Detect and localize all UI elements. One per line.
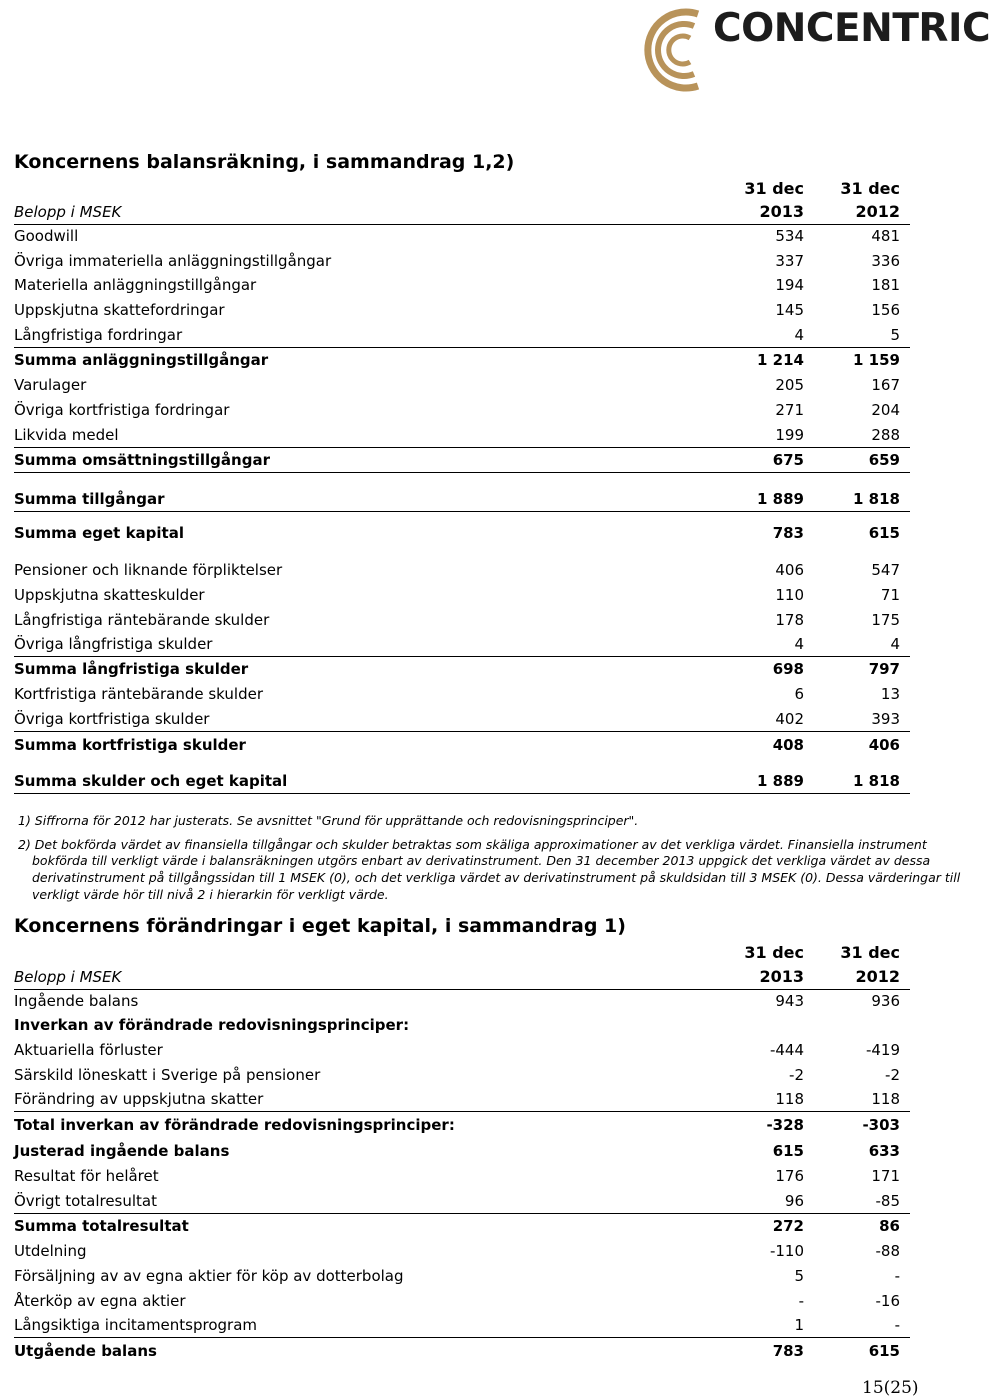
row-label: Materiella anläggningstillgångar — [14, 276, 257, 294]
value-2013: -110 — [769, 1242, 804, 1260]
equity-row — [14, 1239, 910, 1263]
equity-header-month — [14, 941, 910, 965]
equity-header-year-2012: 2012 — [855, 967, 900, 986]
balance-note-2-line-2: bokförda till verkligt värde i balansräkningen utgörs enbart av derivatinstrument. Den 31 december 2013 uppgick det verkliga värdet av dessa — [32, 853, 931, 868]
value-2013: 402 — [775, 710, 804, 728]
balance-note-1: 1) Siffrorna för 2012 har justerats. Se avsnittet "Grund för upprättande och redovisningsprinciper". — [18, 813, 639, 828]
row-label: Kortfristiga räntebärande skulder — [14, 685, 263, 703]
balance-caption-unit: Belopp i MSEK — [14, 203, 122, 221]
value-2013: 178 — [775, 611, 804, 629]
value-2013: 783 — [772, 524, 804, 542]
row-label: Långsiktiga incitamentsprogram — [14, 1316, 258, 1334]
equity-header-caption — [14, 965, 910, 990]
value-2013: 1 889 — [757, 772, 804, 790]
balance-row — [14, 682, 910, 706]
value-2013: 176 — [775, 1167, 804, 1185]
balance-row — [14, 583, 910, 607]
row-label: Utgående balans — [14, 1342, 157, 1360]
row-label: Långfristiga fordringar — [14, 326, 183, 344]
balance-header-month-2013: 31 dec — [744, 179, 804, 198]
balance-row — [14, 487, 910, 512]
row-label: Utdelning — [14, 1242, 87, 1260]
value-2012: -303 — [862, 1116, 900, 1134]
equity-row — [14, 1038, 910, 1062]
equity-row — [14, 1214, 910, 1238]
row-label: Goodwill — [14, 227, 79, 245]
balance-row — [14, 707, 910, 732]
row-label: Summa skulder och eget kapital — [14, 772, 288, 790]
value-2013: 675 — [772, 451, 804, 469]
equity-row — [14, 1113, 910, 1137]
balance-row — [14, 398, 910, 422]
row-label: Likvida medel — [14, 426, 119, 444]
row-label: Summa tillgångar — [14, 490, 165, 508]
logo-wordmark: CONCENTRIC — [713, 6, 990, 51]
equity-row — [14, 1164, 910, 1188]
row-label: Summa eget kapital — [14, 524, 184, 542]
row-label: Resultat för helåret — [14, 1167, 159, 1185]
value-2013: -328 — [766, 1116, 804, 1134]
value-2013: -444 — [769, 1041, 804, 1059]
balance-header-month-2012: 31 dec — [840, 179, 900, 198]
value-2012: 615 — [868, 1342, 900, 1360]
row-label: Summa kortfristiga skulder — [14, 736, 246, 754]
equity-row — [14, 1087, 910, 1112]
equity-row — [14, 1139, 910, 1163]
balance-header-year-2012: 2012 — [855, 202, 900, 221]
equity-row — [14, 1289, 910, 1313]
balance-row — [14, 298, 910, 322]
concentric-logo — [636, 4, 990, 96]
value-2012: -85 — [875, 1192, 900, 1210]
equity-caption-unit: Belopp i MSEK — [14, 968, 122, 986]
value-2012: 13 — [880, 685, 900, 703]
value-2012: 547 — [871, 561, 900, 579]
value-2012: 118 — [871, 1090, 900, 1108]
value-2013: 96 — [784, 1192, 804, 1210]
value-2012: 156 — [871, 301, 900, 319]
row-label: Aktuariella förluster — [14, 1041, 163, 1059]
balance-row — [14, 249, 910, 273]
value-2012: 336 — [871, 252, 900, 270]
row-label: Summa anläggningstillgångar — [14, 351, 269, 369]
row-label: Total inverkan av förändrade redovisningsprinciper: — [14, 1116, 455, 1134]
row-label: Varulager — [14, 376, 87, 394]
value-2012: 5 — [890, 326, 900, 344]
value-2012: 393 — [871, 710, 900, 728]
value-2013: 615 — [772, 1142, 804, 1160]
value-2012: 1 818 — [853, 490, 900, 508]
value-2012: 659 — [868, 451, 900, 469]
balance-note-2-line-3: derivatinstrument på tillgångssidan till 1 MSEK (0), och det verkliga värdet av derivatinstrument på skuldsidan till 3 MSEK (0). Dessa värderingar till — [32, 870, 961, 885]
equity-row — [14, 1264, 910, 1288]
page-number: 15(25) — [862, 1378, 919, 1398]
value-2012: 204 — [871, 401, 900, 419]
balance-row — [14, 323, 910, 348]
equity-row — [14, 989, 910, 1013]
equity-row — [14, 1339, 910, 1363]
equity-row — [14, 1013, 910, 1037]
value-2012: 167 — [871, 376, 900, 394]
row-label: Förändring av uppskjutna skatter — [14, 1090, 264, 1108]
value-2013: 118 — [775, 1090, 804, 1108]
balance-header-month — [14, 177, 910, 201]
value-2012: 171 — [871, 1167, 900, 1185]
value-2012: -16 — [875, 1292, 900, 1310]
equity-header-month-2013: 31 dec — [744, 943, 804, 962]
equity-row — [14, 1189, 910, 1214]
value-2013: 4 — [794, 635, 804, 653]
value-2013: 534 — [775, 227, 804, 245]
equity-header-month-2012: 31 dec — [840, 943, 900, 962]
row-label: Övriga långfristiga skulder — [14, 635, 213, 653]
value-2013: 110 — [775, 586, 804, 604]
equity-changes-title: Koncernens förändringar i eget kapital, i sammandrag 1) — [14, 915, 626, 937]
value-2013: 4 — [794, 326, 804, 344]
value-2012: 4 — [890, 635, 900, 653]
balance-row — [14, 448, 910, 473]
value-2012: - — [894, 1316, 900, 1334]
value-2012: 1 818 — [853, 772, 900, 790]
row-label: Ingående balans — [14, 992, 139, 1010]
value-2012: 1 159 — [853, 351, 900, 369]
row-label: Summa omsättningstillgångar — [14, 451, 270, 469]
balance-row — [14, 348, 910, 372]
value-2013: 943 — [775, 992, 804, 1010]
value-2013: 271 — [775, 401, 804, 419]
value-2012: 288 — [871, 426, 900, 444]
value-2012: 481 — [871, 227, 900, 245]
value-2012: 71 — [880, 586, 900, 604]
value-2013: 205 — [775, 376, 804, 394]
value-2013: 6 — [794, 685, 804, 703]
balance-row — [14, 769, 910, 794]
value-2012: 86 — [879, 1217, 900, 1235]
value-2012: 406 — [868, 736, 900, 754]
row-label: Summa totalresultat — [14, 1217, 189, 1235]
value-2012: 936 — [871, 992, 900, 1010]
row-label: Summa långfristiga skulder — [14, 660, 249, 678]
balance-row — [14, 558, 910, 582]
balance-sheet-title: Koncernens balansräkning, i sammandrag 1,2) — [14, 151, 515, 173]
value-2012: 797 — [868, 660, 900, 678]
balance-row — [14, 657, 910, 681]
balance-row — [14, 521, 910, 545]
row-label: Övriga kortfristiga fordringar — [14, 401, 230, 419]
value-2013: 783 — [772, 1342, 804, 1360]
balance-row — [14, 423, 910, 448]
balance-header-year-2013: 2013 — [759, 202, 804, 221]
value-2012: 633 — [868, 1142, 900, 1160]
balance-row — [14, 733, 910, 757]
value-2013: 698 — [772, 660, 804, 678]
row-label: Justerad ingående balans — [14, 1142, 230, 1160]
row-label: Övrigt totalresultat — [14, 1192, 157, 1210]
balance-row — [14, 273, 910, 297]
value-2012: -2 — [885, 1066, 900, 1084]
value-2013: -2 — [789, 1066, 804, 1084]
value-2012: - — [894, 1267, 900, 1285]
balance-row — [14, 373, 910, 397]
value-2013: 272 — [772, 1217, 804, 1235]
row-label: Inverkan av förändrade redovisningsprinciper: — [14, 1016, 410, 1034]
value-2013: 406 — [775, 561, 804, 579]
row-label: Försäljning av av egna aktier för köp av dotterbolag — [14, 1267, 404, 1285]
value-2013: 408 — [772, 736, 804, 754]
equity-row — [14, 1063, 910, 1087]
value-2012: 175 — [871, 611, 900, 629]
value-2013: 145 — [775, 301, 804, 319]
row-label: Övriga kortfristiga skulder — [14, 710, 210, 728]
value-2013: 337 — [775, 252, 804, 270]
value-2012: -88 — [875, 1242, 900, 1260]
value-2012: 615 — [868, 524, 900, 542]
row-label: Uppskjutna skatteskulder — [14, 586, 205, 604]
row-label: Pensioner och liknande förpliktelser — [14, 561, 283, 579]
value-2012: -419 — [865, 1041, 900, 1059]
value-2013: 5 — [794, 1267, 804, 1285]
row-label: Särskild löneskatt i Sverige på pensioner — [14, 1066, 321, 1084]
balance-row — [14, 632, 910, 657]
balance-row — [14, 608, 910, 632]
balance-note-2-line-1: 2) Det bokförda värdet av finansiella tillgångar och skulder betraktas som skäliga approximationer av det verkliga värdet. Finansiella instrument — [18, 837, 927, 852]
equity-row — [14, 1313, 910, 1338]
equity-header-year-2013: 2013 — [759, 967, 804, 986]
row-label: Övriga immateriella anläggningstillgångar — [14, 252, 332, 270]
value-2013: - — [798, 1292, 804, 1310]
value-2013: 1 — [794, 1316, 804, 1334]
value-2013: 1 889 — [757, 490, 804, 508]
balance-row — [14, 224, 910, 248]
value-2013: 199 — [775, 426, 804, 444]
row-label: Återköp av egna aktier — [14, 1292, 186, 1310]
value-2012: 181 — [871, 276, 900, 294]
value-2013: 194 — [775, 276, 804, 294]
balance-note-2-line-4: verkligt värde hör till nivå 2 i hierarkin för verkligt värde. — [32, 887, 389, 902]
concentric-logo-mark-icon — [636, 4, 716, 96]
row-label: Långfristiga räntebärande skulder — [14, 611, 270, 629]
balance-header-caption — [14, 200, 910, 225]
row-label: Uppskjutna skattefordringar — [14, 301, 225, 319]
value-2013: 1 214 — [757, 351, 804, 369]
